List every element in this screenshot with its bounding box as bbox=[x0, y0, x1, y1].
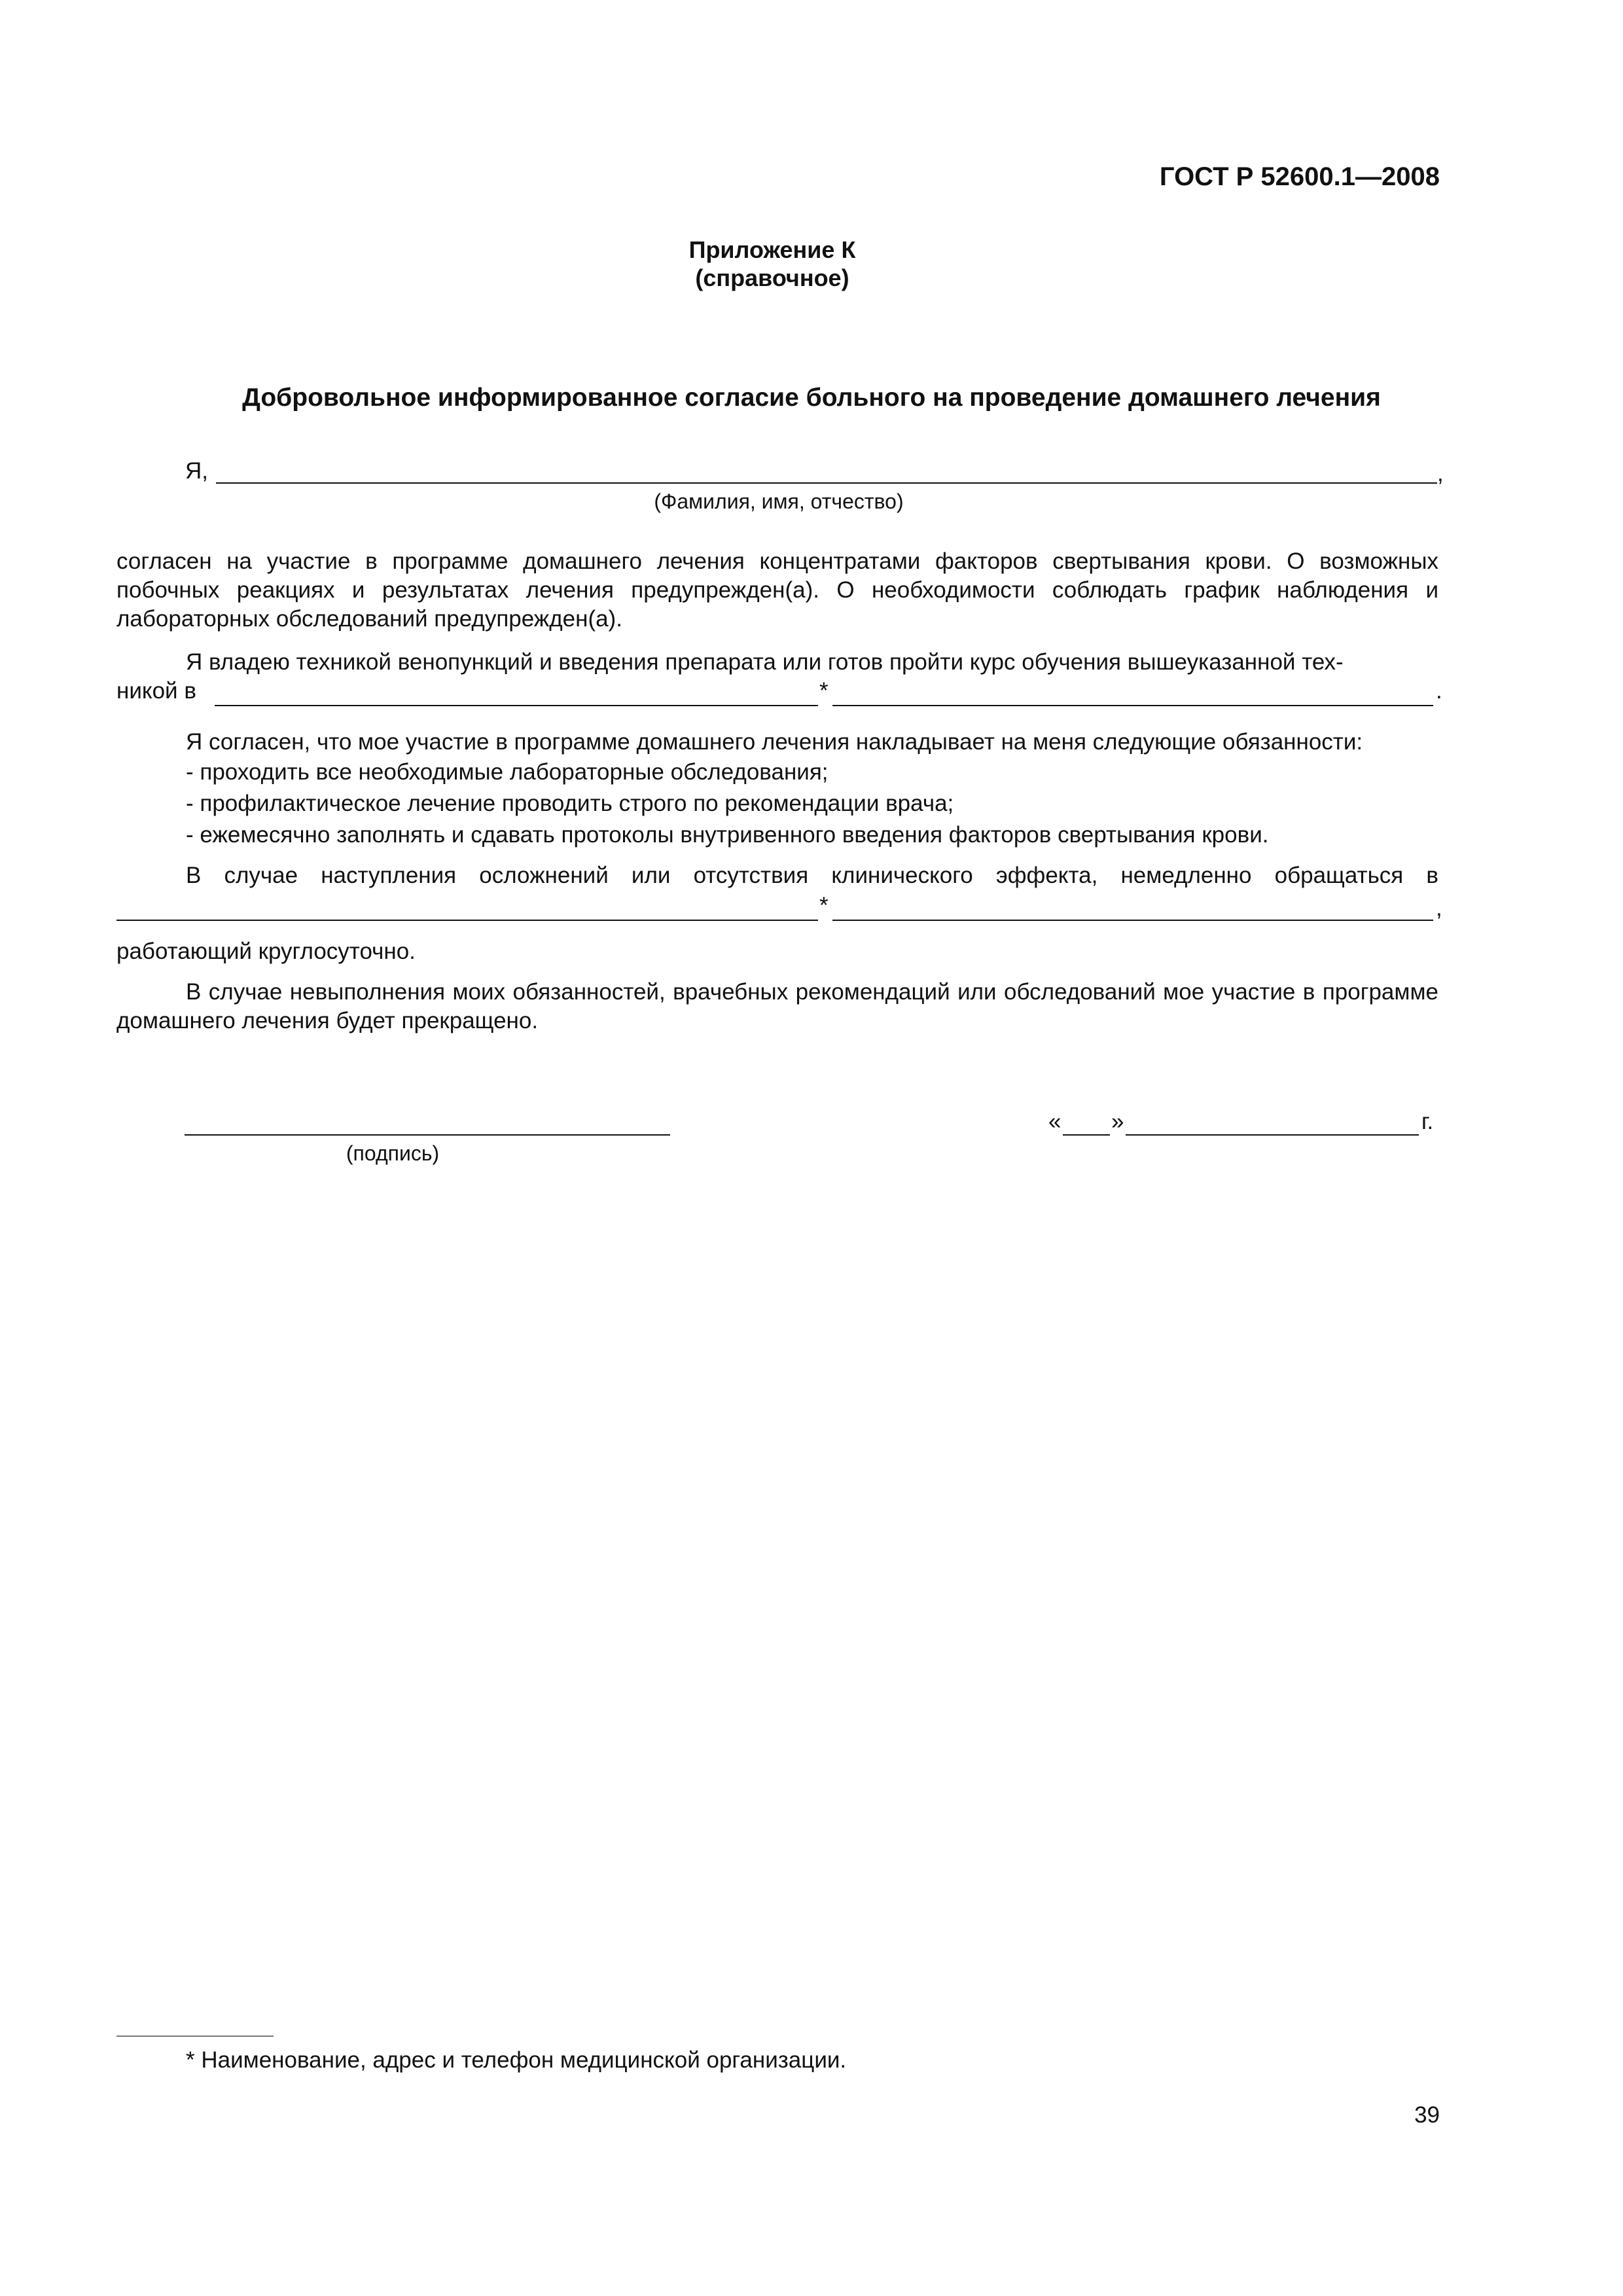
termination-paragraph: В случае невыполнения моих обязанностей, врачебных рекомендаций или обследований мое участие в программе домашнего лечения будет прекращено. bbox=[116, 979, 1438, 1033]
emergency-organization-field-2[interactable] bbox=[832, 920, 1433, 921]
organization-field-2[interactable] bbox=[832, 705, 1433, 706]
obligations-intro: Я согласен, что мое участие в программе домашнего лечения накладывает на меня следующие обязанности: bbox=[186, 729, 1363, 755]
duty-item: - проходить все необходимые лабораторные обследования; bbox=[186, 759, 829, 785]
fio-caption: (Фамилия, имя, отчество) bbox=[654, 490, 904, 513]
date-open-quote: « bbox=[1048, 1109, 1061, 1134]
technique-paragraph: Я владею техникой венопункций и введения препарата или готов пройти курс обучения вышеуказанной тех- bbox=[186, 649, 1344, 675]
emergency-organization-field-1[interactable] bbox=[116, 920, 818, 921]
standard-number: ГОСТ Р 52600.1—2008 bbox=[1159, 162, 1440, 191]
annex-heading bbox=[589, 236, 955, 292]
organization-field-1[interactable] bbox=[215, 705, 818, 706]
complications-comma: , bbox=[1436, 895, 1442, 921]
complications-end: работающий круглосуточно. bbox=[116, 939, 416, 964]
i-label: Я, bbox=[185, 458, 208, 484]
footnote: * Наименование, адрес и телефон медицинской организации. bbox=[186, 2047, 847, 2073]
asterisk-1: * bbox=[819, 678, 829, 704]
document-title: Добровольное информированное согласие больного на проведение домашнего лечения bbox=[242, 384, 1381, 412]
year-suffix: г. bbox=[1421, 1109, 1434, 1134]
page-number: 39 bbox=[1414, 2102, 1440, 2128]
duty-item: - ежемесячно заполнять и сдавать протоколы внутривенного введения факторов свертывания крови. bbox=[186, 822, 1269, 848]
fio-comma: , bbox=[1437, 461, 1444, 486]
signature-caption: (подпись) bbox=[346, 1141, 440, 1165]
consent-paragraph: согласен на участие в программе домашнего лечения концентратами факторов свертывания крови. О возможных побочных реакциях и результатах лечения предупрежден(а). О необходимости соблюдать график наблюдения и лабораторных обследований предупрежден(а). bbox=[116, 548, 1438, 632]
signature-field[interactable] bbox=[185, 1134, 670, 1136]
annex-type: (справочное) bbox=[695, 264, 849, 291]
annex-title: Приложение К bbox=[688, 236, 856, 263]
fio-field[interactable] bbox=[216, 482, 1437, 484]
asterisk-2: * bbox=[819, 893, 829, 918]
technique-continuation: никой в bbox=[116, 678, 196, 704]
date-day-field[interactable] bbox=[1063, 1134, 1110, 1136]
date-month-year-field[interactable] bbox=[1126, 1134, 1419, 1136]
duty-item: - профилактическое лечение проводить строго по рекомендации врача; bbox=[186, 791, 954, 816]
date-close-quote: » bbox=[1111, 1109, 1124, 1134]
complications-paragraph: В случае наступления осложнений или отсутствия клинического эффекта, немедленно обращаться в bbox=[186, 863, 1438, 888]
technique-period: . bbox=[1436, 678, 1442, 704]
footnote-divider bbox=[116, 2036, 274, 2037]
